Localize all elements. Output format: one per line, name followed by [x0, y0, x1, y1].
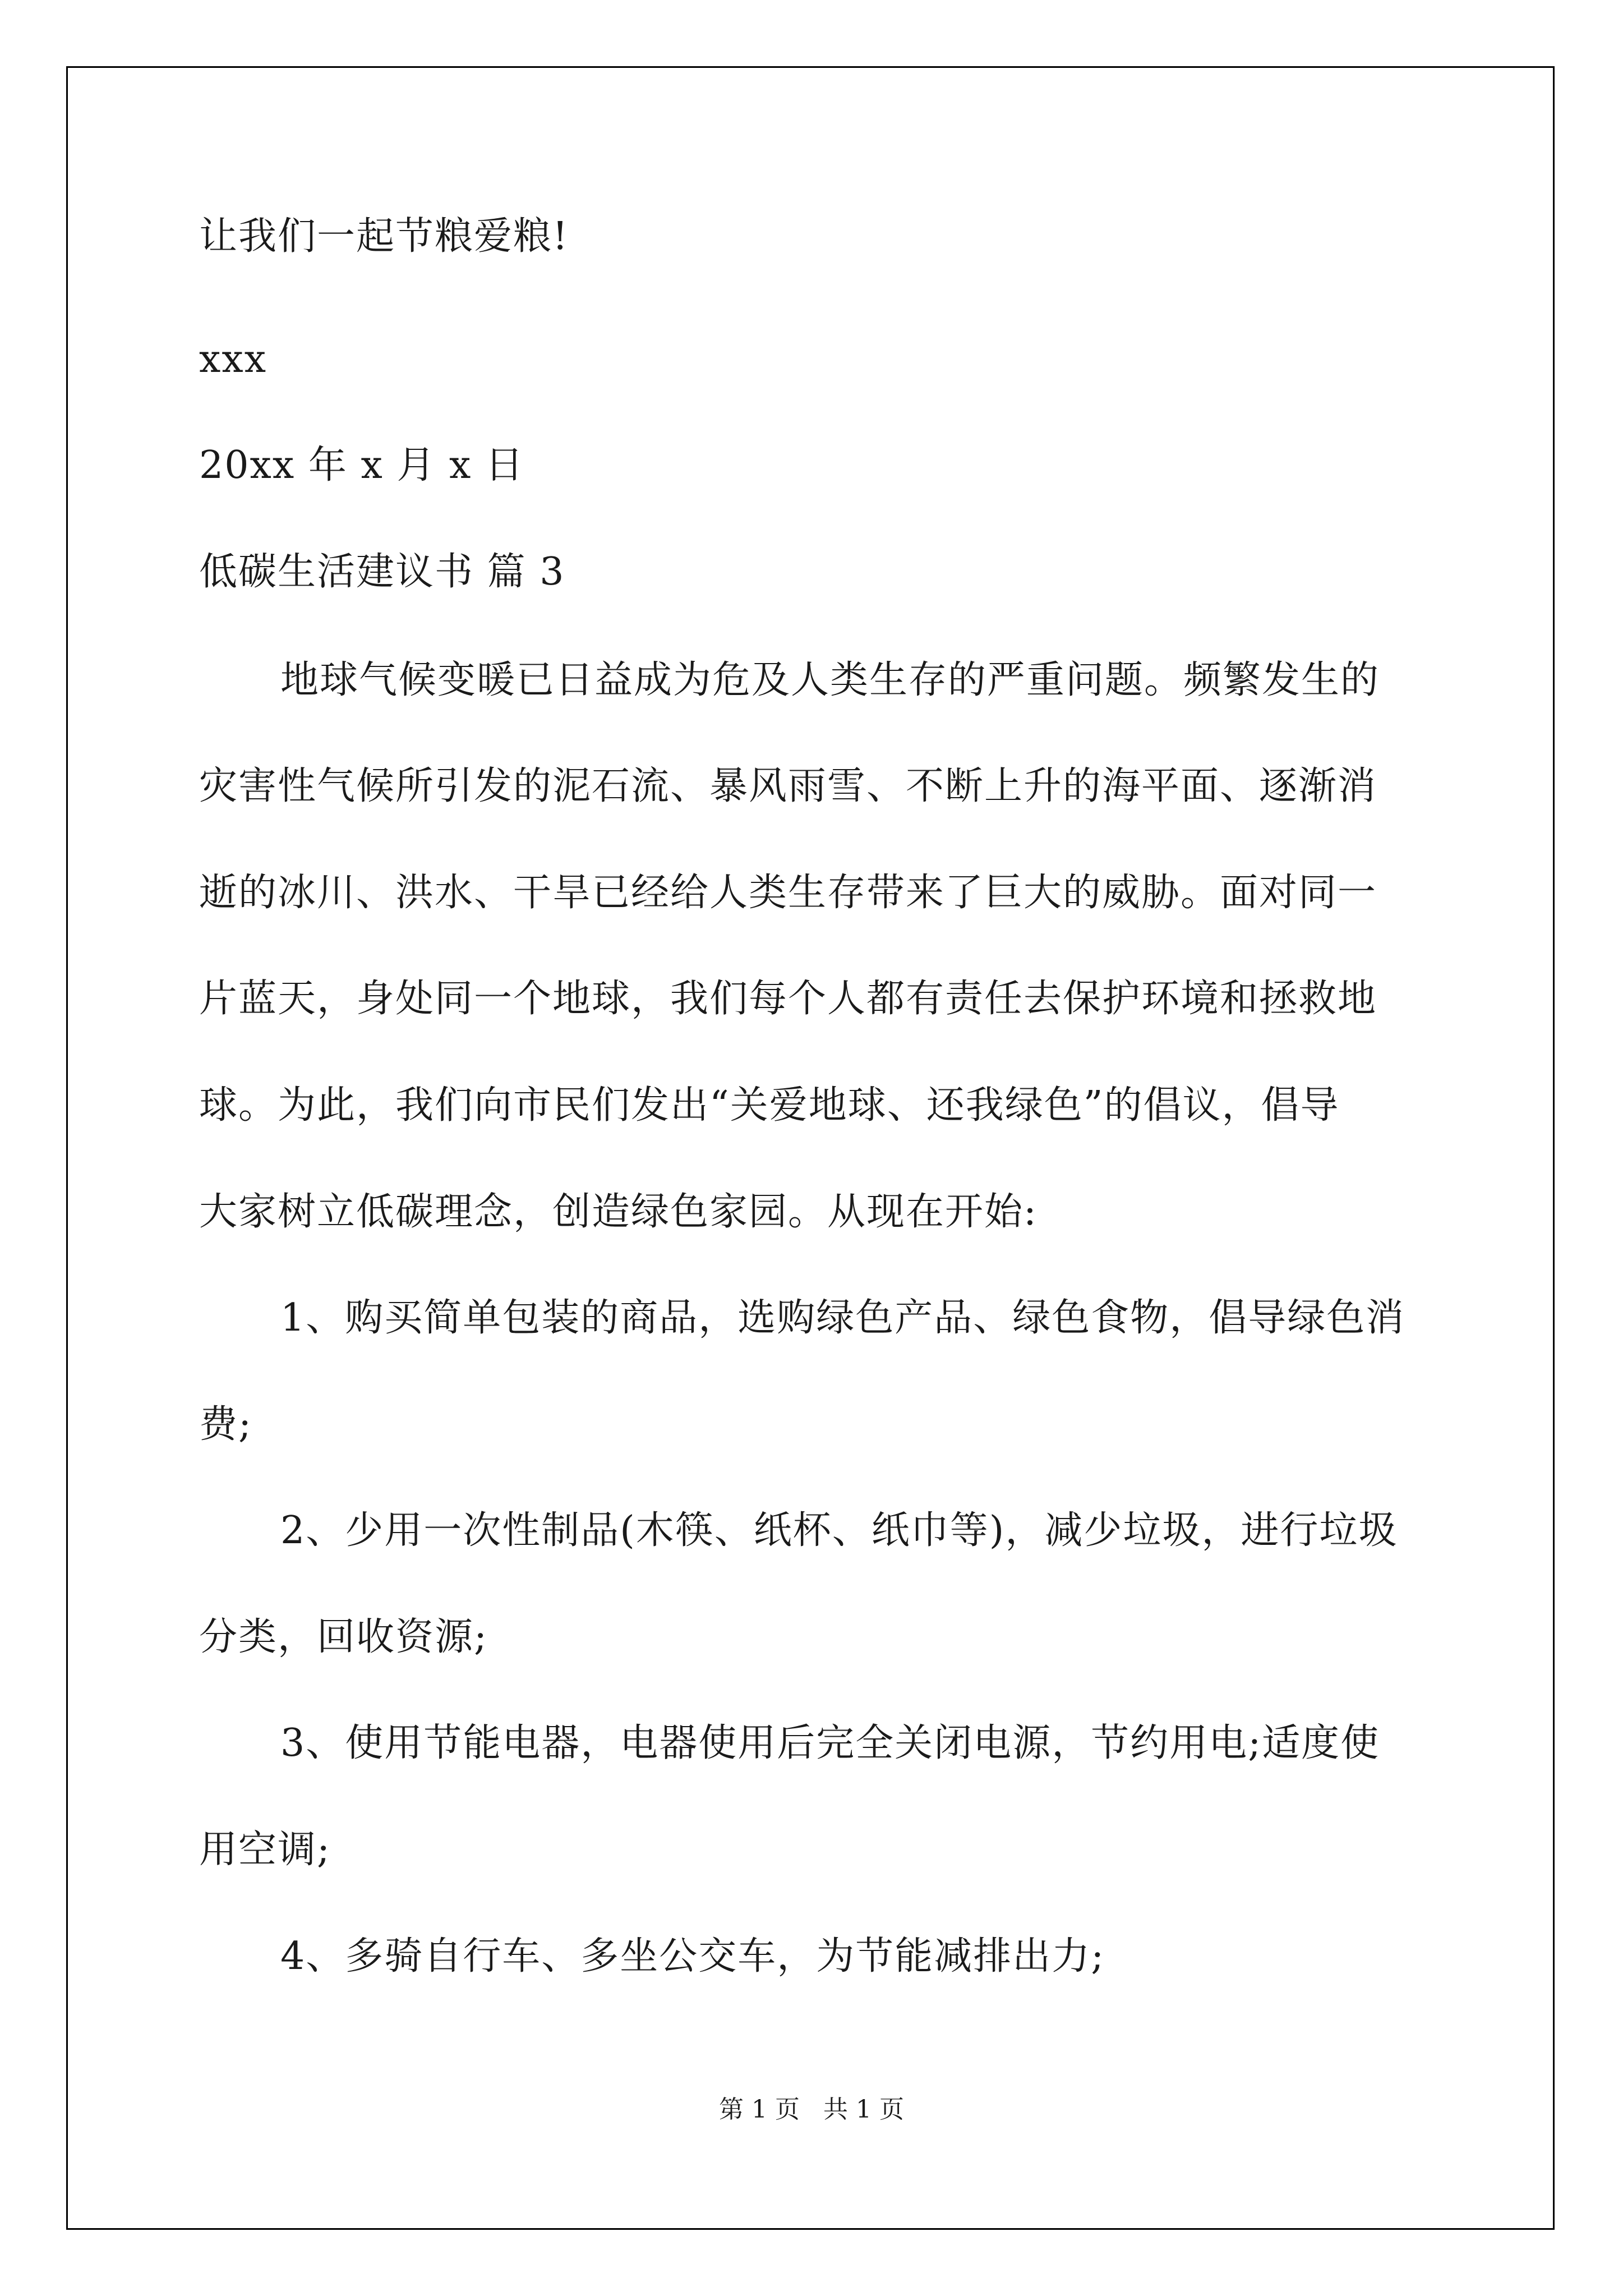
paragraph-1-line-2: 灾害性气候所引发的泥石流、暴风雨雪、不断上升的海平面、逐渐消: [199, 764, 1377, 808]
paragraph-1-line-4: 片蓝天，身处同一个地球，我们每个人都有责任去保护环境和拯救地: [199, 977, 1377, 1021]
section-title: 低碳生活建议书 篇 3: [199, 550, 565, 594]
signature-date: 20xx 年 x 月 x 日: [199, 443, 525, 487]
list-item-1-line-1: 1、购买简单包装的商品，选购绿色产品、绿色食物，倡导绿色消: [280, 1296, 1405, 1340]
paragraph-1-line-3: 逝的冰川、洪水、干旱已经给人类生存带来了巨大的威胁。面对同一: [199, 871, 1377, 915]
list-item-2-line-1: 2、少用一次性制品(木筷、纸杯、纸巾等)，减少垃圾，进行垃圾: [280, 1508, 1398, 1553]
list-item-3-line-2: 用空调;: [199, 1828, 331, 1872]
signature-name: xxx: [199, 337, 268, 381]
paragraph-1-line-6: 大家树立低碳理念，创造绿色家园。从现在开始:: [199, 1190, 1038, 1234]
list-item-3-line-1: 3、使用节能电器，电器使用后完全关闭电源，节约用电;适度使: [280, 1721, 1380, 1765]
list-item-1-line-2: 费;: [199, 1402, 252, 1447]
closing-line: 让我们一起节粮爱粮!: [199, 214, 569, 259]
list-item-2-line-2: 分类，回收资源;: [199, 1615, 488, 1659]
paragraph-1-line-1: 地球气候变暖已日益成为危及人类生存的严重问题。频繁发生的: [280, 658, 1380, 702]
page-border: [66, 66, 1555, 2230]
page-number-footer: 第 1 页 共 1 页: [719, 2095, 904, 2124]
list-item-4-line-1: 4、多骑自行车、多坐公交车，为节能减排出力;: [280, 1934, 1105, 1978]
paragraph-1-line-5: 球。为此，我们向市民们发出“关爱地球、还我绿色”的倡议，倡导: [199, 1083, 1340, 1128]
